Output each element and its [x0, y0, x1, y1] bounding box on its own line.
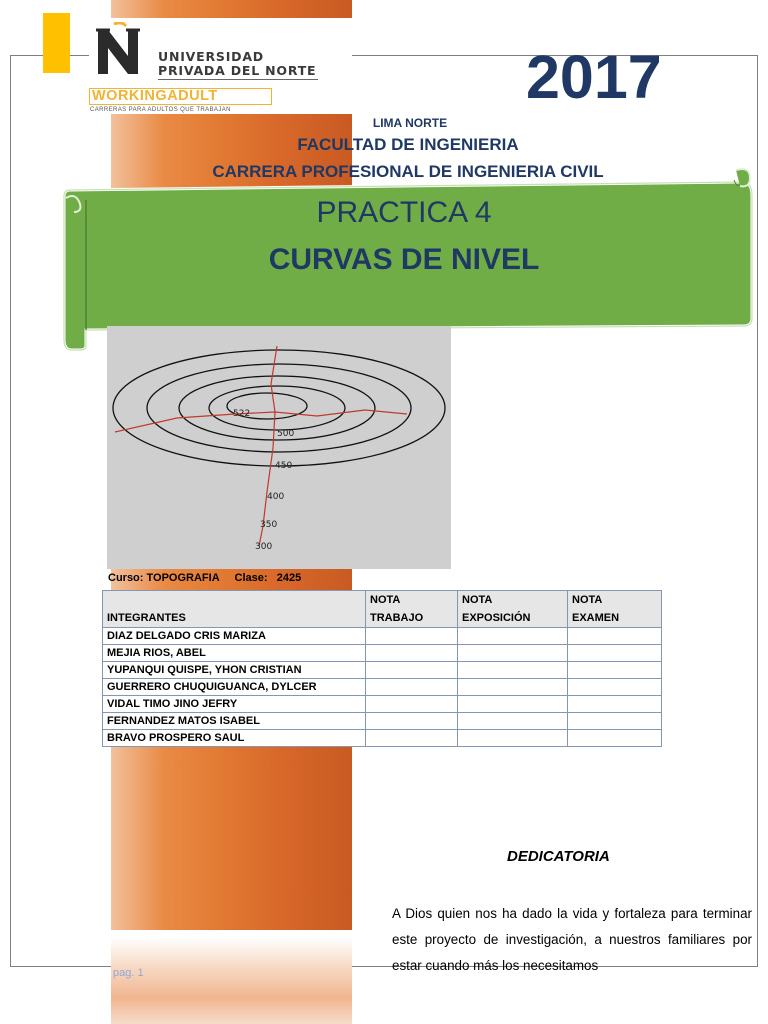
member-name: MEJIA RIOS, ABEL [103, 645, 366, 662]
table-row [103, 628, 662, 645]
class-number: 2425 [276, 572, 302, 584]
header-presentation-line1: NOTA [462, 594, 493, 606]
presentation-grade-cell [458, 628, 568, 645]
exam-grade-cell [568, 679, 662, 696]
campus-name: LIMA NORTE [372, 116, 448, 130]
contour-label-400: 400 [267, 492, 285, 502]
document-year: 2017 [526, 43, 662, 111]
table-row [103, 696, 662, 713]
exam-grade-cell [568, 645, 662, 662]
header-work-line2: TRABAJO [370, 612, 424, 624]
contour-label-522: 522 [233, 409, 251, 419]
header-exam-line2: EXAMEN [572, 612, 620, 624]
contour-label-500: 500 [277, 429, 295, 439]
program-logo-part1: WORKING [92, 88, 168, 104]
class-label: Clase: [234, 572, 268, 584]
header-presentation-grade [458, 591, 568, 628]
exam-grade-cell [568, 662, 662, 679]
table-header-row [103, 591, 662, 628]
contour-line-450 [209, 386, 345, 430]
table-row [103, 645, 662, 662]
program-logo-part2: ADULT [167, 88, 218, 104]
page-number: pag. 1 [113, 967, 144, 979]
presentation-grade-cell [458, 696, 568, 713]
work-grade-cell [366, 628, 458, 645]
work-grade-cell [366, 662, 458, 679]
work-grade-cell [366, 713, 458, 730]
contour-label-300: 300 [255, 542, 273, 552]
contour-line-300 [113, 350, 445, 466]
practice-title: PRACTICA 4 [316, 196, 492, 229]
header-members: INTEGRANTES [103, 591, 366, 628]
exam-grade-cell [568, 713, 662, 730]
work-grade-cell [366, 645, 458, 662]
presentation-grade-cell [458, 645, 568, 662]
member-name: GUERRERO CHUQUIGUANCA, DYLCER [103, 679, 366, 696]
member-name: DIAZ DELGADO CRIS MARIZA [103, 628, 366, 645]
contour-map-figure [107, 326, 451, 569]
work-grade-cell [366, 696, 458, 713]
exam-grade-cell [568, 628, 662, 645]
member-name: BRAVO PROSPERO SAUL [103, 730, 366, 747]
header-exam-grade [568, 591, 662, 628]
dedication-text: A Dios quien nos ha dado la vida y fortaleza para terminar este proyecto de investigación, a nuestros familiares por estar cuando más los necesitamos [392, 906, 752, 973]
table-row [103, 662, 662, 679]
member-name: YUPANQUI QUISPE, YHON CRISTIAN [103, 662, 366, 679]
presentation-grade-cell [458, 679, 568, 696]
exam-grade-cell [568, 696, 662, 713]
work-grade-cell [366, 679, 458, 696]
career-name: CARRERA PROFESIONAL DE INGENIERIA CIVIL [212, 162, 604, 181]
program-tagline: CARRERAS PARA ADULTOS QUE TRABAJAN [90, 107, 231, 113]
university-name: UNIVERSIDAD PRIVADA DEL NORTE [158, 49, 317, 78]
table-row [103, 730, 662, 747]
header-presentation-line2: EXPOSICIÓN [462, 612, 531, 624]
header-exam-line1: NOTA [572, 594, 603, 606]
title-banner-scroll [0, 0, 768, 360]
practice-subtitle: CURVAS DE NIVEL [268, 243, 540, 276]
header-work-grade [366, 591, 458, 628]
presentation-grade-cell [458, 662, 568, 679]
faculty-name: FACULTAD DE INGENIERIA [297, 135, 519, 154]
course-info [108, 572, 301, 584]
grades-table [102, 590, 662, 747]
header-work-line1: NOTA [370, 594, 401, 606]
work-grade-cell [366, 730, 458, 747]
course-label: Curso: TOPOGRAFIA [108, 572, 220, 584]
contour-label-450: 450 [275, 461, 293, 471]
presentation-grade-cell [458, 713, 568, 730]
member-name: VIDAL TIMO JINO JEFRY [103, 696, 366, 713]
contour-label-350: 350 [260, 520, 278, 530]
dedication-title: DEDICATORIA [507, 848, 610, 865]
table-row [103, 713, 662, 730]
orange-decorative-bar-lower [111, 938, 352, 1024]
exam-grade-cell [568, 730, 662, 747]
profile-line-horizontal [115, 410, 407, 432]
table-row [103, 679, 662, 696]
presentation-grade-cell [458, 730, 568, 747]
member-name: FERNANDEZ MATOS ISABEL [103, 713, 366, 730]
